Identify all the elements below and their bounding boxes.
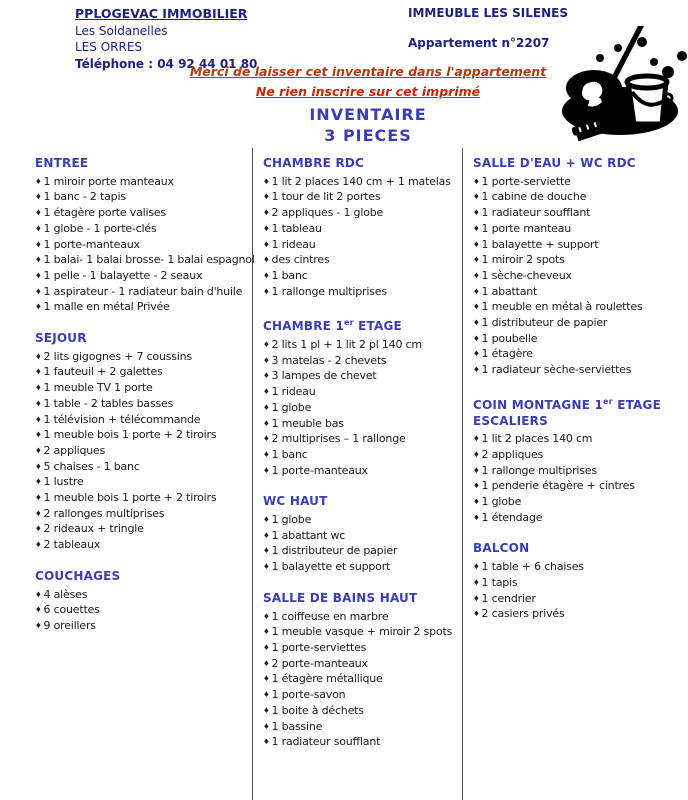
list-item: ♦ 1 globe	[263, 513, 312, 527]
list-item: ♦ 1 cabine de douche	[473, 190, 587, 204]
diamond-bullet-icon: ♦	[263, 434, 270, 444]
list-item: ♦ 1 meuble bois 1 porte + 2 tiroirs	[35, 428, 217, 442]
diamond-bullet-icon: ♦	[263, 546, 270, 556]
diamond-bullet-icon: ♦	[263, 465, 270, 475]
inventory-section	[263, 494, 462, 575]
diamond-bullet-icon: ♦	[473, 434, 480, 444]
diamond-bullet-icon: ♦	[263, 627, 270, 637]
diamond-bullet-icon: ♦	[263, 658, 270, 668]
column-2	[253, 148, 463, 800]
list-item: ♦ 1 rallonge multiprises	[473, 463, 597, 477]
list-item: ♦ 1 radiateur soufflant	[473, 206, 591, 220]
list-item: ♦ 1 globe - 1 porte-clés	[35, 221, 157, 235]
agency-city: LES ORRES	[75, 40, 143, 54]
diamond-bullet-icon: ♦	[263, 674, 270, 684]
diamond-bullet-icon: ♦	[35, 223, 42, 233]
diamond-bullet-icon: ♦	[263, 387, 270, 397]
list-item: ♦ 1 table + 6 chaises	[473, 560, 584, 574]
agency-name: PPLOGEVAC IMMOBILIER	[75, 6, 248, 21]
list-item: ♦ 1 meuble bas	[263, 416, 344, 430]
list-item: ♦ 1 distributeur de papier	[263, 544, 398, 558]
list-item: ♦ 1 télévision + télécommande	[35, 412, 201, 426]
list-item: ♦ 1 tour de lit 2 portes	[263, 190, 381, 204]
inventory-section	[35, 331, 252, 553]
diamond-bullet-icon: ♦	[473, 239, 480, 249]
list-item: ♦ 1 lustre	[35, 475, 84, 489]
diamond-bullet-icon: ♦	[35, 383, 42, 393]
list-item: ♦ 1 penderie étagère + cintres	[473, 479, 635, 493]
list-item: ♦ 1 porte manteau	[473, 221, 572, 235]
diamond-bullet-icon: ♦	[263, 611, 270, 621]
list-item: ♦ 1 cendrier	[473, 591, 536, 605]
section-heading: COIN MONTAGNE 1er ETAGE ESCALIERS	[473, 396, 661, 428]
diamond-bullet-icon: ♦	[473, 302, 480, 312]
inventory-section	[35, 569, 252, 634]
list-item: ♦ 6 couettes	[35, 603, 100, 617]
inventory-section	[263, 315, 462, 478]
diamond-bullet-icon: ♦	[473, 593, 480, 603]
list-item: ♦ 1 balayette et support	[263, 560, 391, 574]
diamond-bullet-icon: ♦	[35, 524, 42, 534]
section-heading: CHAMBRE 1er ETAGE	[263, 318, 402, 334]
diamond-bullet-icon: ♦	[473, 365, 480, 375]
list-item: ♦ 1 pelle - 1 balayette - 2 seaux	[35, 268, 203, 282]
inventory-section	[473, 394, 688, 526]
inventory-columns	[0, 148, 688, 800]
diamond-bullet-icon: ♦	[473, 176, 480, 186]
diamond-bullet-icon: ♦	[35, 540, 42, 550]
list-item: ♦ 1 porte-serviette	[473, 174, 571, 188]
diamond-bullet-icon: ♦	[35, 461, 42, 471]
building-name: IMMEUBLE LES SILENES	[408, 6, 568, 20]
diamond-bullet-icon: ♦	[473, 192, 480, 202]
inventory-section	[473, 541, 688, 622]
diamond-bullet-icon: ♦	[473, 208, 480, 218]
diamond-bullet-icon: ♦	[263, 642, 270, 652]
list-item: ♦ 1 banc	[263, 447, 308, 461]
list-item: ♦ 1 radiateur soufflant	[263, 735, 381, 749]
diamond-bullet-icon: ♦	[35, 605, 42, 615]
list-item: ♦ 2 porte-manteaux	[263, 656, 368, 670]
list-item: ♦ 5 chaises - 1 banc	[35, 459, 140, 473]
list-item: ♦ 2 appliques - 1 globe	[263, 206, 384, 220]
diamond-bullet-icon: ♦	[35, 508, 42, 518]
list-item: ♦ 1 abattant wc	[263, 528, 346, 542]
agency-phone: Téléphone : 04 92 44 01 80	[75, 56, 258, 71]
list-item: ♦ 9 oreillers	[35, 618, 96, 632]
list-item: ♦ 1 miroir 2 spots	[473, 253, 565, 267]
diamond-bullet-icon: ♦	[35, 208, 42, 218]
center-zone	[48, 62, 688, 146]
list-item: ♦ 1 tableau	[263, 221, 322, 235]
section-heading: COUCHAGES	[35, 568, 121, 583]
list-item: ♦ 2 multiprises – 1 rallonge	[263, 432, 406, 446]
list-item: ♦ 1 malle en métal Privée	[35, 300, 170, 314]
list-item: ♦ 1 poubelle	[473, 331, 538, 345]
list-item: ♦ 1 balai- 1 balai brosse- 1 balai espagnol	[35, 253, 255, 267]
list-item: ♦ 1 radiateur sèche-serviettes	[473, 363, 632, 377]
list-item: ♦ 1 étagère	[473, 347, 533, 361]
list-item: ♦ 1 porte-manteaux	[263, 463, 368, 477]
list-item: ♦ 1 banc - 2 tapis	[35, 190, 126, 204]
list-item: ♦ 1 étagère métallique	[263, 672, 383, 686]
section-heading: SEJOUR	[35, 331, 87, 346]
list-item: ♦ 1 lit 2 places 140 cm + 1 matelas	[263, 174, 451, 188]
diamond-bullet-icon: ♦	[35, 255, 42, 265]
diamond-bullet-icon: ♦	[473, 223, 480, 233]
diamond-bullet-icon: ♦	[473, 609, 480, 619]
diamond-bullet-icon: ♦	[263, 223, 270, 233]
list-item: ♦ 2 casiers privés	[473, 607, 565, 621]
diamond-bullet-icon: ♦	[473, 497, 480, 507]
inventory-section	[263, 591, 462, 750]
diamond-bullet-icon: ♦	[35, 192, 42, 202]
list-item: ♦ 1 tapis	[473, 575, 518, 589]
diamond-bullet-icon: ♦	[35, 477, 42, 487]
column-1	[0, 148, 253, 800]
diamond-bullet-icon: ♦	[263, 449, 270, 459]
diamond-bullet-icon: ♦	[263, 737, 270, 747]
diamond-bullet-icon: ♦	[263, 562, 270, 572]
list-item: ♦ 3 lampes de chevet	[263, 369, 377, 383]
list-item: ♦ 1 abattant	[473, 284, 538, 298]
diamond-bullet-icon: ♦	[263, 239, 270, 249]
diamond-bullet-icon: ♦	[263, 721, 270, 731]
diamond-bullet-icon: ♦	[473, 449, 480, 459]
diamond-bullet-icon: ♦	[263, 270, 270, 280]
list-item: ♦ des cintres	[263, 253, 330, 267]
list-item: ♦ 1 meuble vasque + miroir 2 spots	[263, 625, 453, 639]
diamond-bullet-icon: ♦	[263, 515, 270, 525]
diamond-bullet-icon: ♦	[473, 333, 480, 343]
diamond-bullet-icon: ♦	[263, 208, 270, 218]
page-title: INVENTAIRE	[309, 105, 427, 124]
list-item: ♦ 1 aspirateur - 1 radiateur bain d'huile	[35, 284, 243, 298]
list-item: ♦ 2 lits 1 pl + 1 lit 2 pl 140 cm	[263, 338, 422, 352]
list-item: ♦ 2 appliques	[35, 443, 106, 457]
diamond-bullet-icon: ♦	[263, 418, 270, 428]
list-item: ♦ 1 étagère porte valises	[35, 206, 166, 220]
column-3	[463, 148, 688, 800]
list-item: ♦ 2 appliques	[473, 447, 544, 461]
diamond-bullet-icon: ♦	[263, 340, 270, 350]
diamond-bullet-icon: ♦	[263, 690, 270, 700]
list-item: ♦ 1 miroir porte manteaux	[35, 174, 174, 188]
diamond-bullet-icon: ♦	[263, 286, 270, 296]
diamond-bullet-icon: ♦	[473, 286, 480, 296]
inventory-section	[473, 156, 688, 378]
diamond-bullet-icon: ♦	[35, 286, 42, 296]
diamond-bullet-icon: ♦	[263, 530, 270, 540]
list-item: ♦ 1 meuble TV 1 porte	[35, 381, 153, 395]
diamond-bullet-icon: ♦	[263, 355, 270, 365]
diamond-bullet-icon: ♦	[473, 512, 480, 522]
list-item: ♦ 1 boite à déchets	[263, 703, 364, 717]
list-item: ♦ 2 rideaux + tringle	[35, 522, 144, 536]
section-heading: BALCON	[473, 541, 530, 556]
diamond-bullet-icon: ♦	[473, 562, 480, 572]
section-heading: SALLE D'EAU + WC RDC	[473, 156, 636, 170]
diamond-bullet-icon: ♦	[35, 493, 42, 503]
diamond-bullet-icon: ♦	[263, 255, 270, 265]
diamond-bullet-icon: ♦	[473, 465, 480, 475]
list-item: ♦ 1 balayette + support	[473, 237, 599, 251]
diamond-bullet-icon: ♦	[473, 318, 480, 328]
diamond-bullet-icon: ♦	[263, 176, 270, 186]
list-item: ♦ 1 meuble bois 1 porte + 2 tiroirs	[35, 491, 217, 505]
inventory-section	[263, 156, 462, 299]
list-item: ♦ 2 tableaux	[35, 538, 101, 552]
section-heading: CHAMBRE RDC	[263, 156, 365, 170]
list-item: ♦ 4 alèses	[35, 587, 88, 601]
list-item: ♦ 1 meuble en métal à roulettes	[473, 300, 643, 314]
list-item: ♦ 1 banc	[263, 268, 308, 282]
section-heading: WC HAUT	[263, 494, 328, 509]
diamond-bullet-icon: ♦	[473, 481, 480, 491]
list-item: ♦ 1 porte-serviettes	[263, 640, 367, 654]
list-item: ♦ 1 porte-manteaux	[35, 237, 140, 251]
notice-do-not-write: Ne rien inscrire sur cet imprimé	[255, 84, 481, 99]
diamond-bullet-icon: ♦	[473, 255, 480, 265]
list-item: ♦ 1 distributeur de papier	[473, 316, 608, 330]
diamond-bullet-icon: ♦	[35, 398, 42, 408]
section-heading: ENTREE	[35, 156, 89, 170]
list-item: ♦ 1 coiffeuse en marbre	[263, 609, 389, 623]
list-item: ♦ 1 étendage	[473, 510, 543, 524]
diamond-bullet-icon: ♦	[35, 589, 42, 599]
diamond-bullet-icon: ♦	[35, 367, 42, 377]
list-item: ♦ 1 rallonge multiprises	[263, 284, 387, 298]
diamond-bullet-icon: ♦	[35, 414, 42, 424]
list-item: ♦ 1 lit 2 places 140 cm	[473, 432, 593, 446]
diamond-bullet-icon: ♦	[35, 430, 42, 440]
section-heading: SALLE DE BAINS HAUT	[263, 590, 418, 605]
page-subtitle: 3 PIECES	[324, 126, 412, 145]
diamond-bullet-icon: ♦	[473, 577, 480, 587]
diamond-bullet-icon: ♦	[35, 620, 42, 630]
diamond-bullet-icon: ♦	[35, 239, 42, 249]
list-item: ♦ 3 matelas - 2 chevets	[263, 353, 387, 367]
diamond-bullet-icon: ♦	[263, 705, 270, 715]
diamond-bullet-icon: ♦	[35, 270, 42, 280]
diamond-bullet-icon: ♦	[35, 302, 42, 312]
notice-keep-inventory: Merci de laisser cet inventaire dans l'appartement	[189, 64, 547, 79]
inventory-section	[35, 156, 255, 315]
list-item: ♦ 1 porte-savon	[263, 688, 346, 702]
list-item: ♦ 1 fauteuil + 2 galettes	[35, 365, 163, 379]
list-item: ♦ 1 sèche-cheveux	[473, 268, 572, 282]
list-item: ♦ 2 rallonges multiprises	[35, 506, 165, 520]
list-item: ♦ 1 globe	[473, 495, 522, 509]
list-item: ♦ 2 lits gigognes + 7 coussins	[35, 349, 192, 363]
apartment-number: Appartement n°2207	[408, 36, 550, 50]
list-item: ♦ 1 rideau	[263, 237, 316, 251]
diamond-bullet-icon: ♦	[473, 270, 480, 280]
list-item: ♦ 1 rideau	[263, 385, 316, 399]
list-item: ♦ 1 table - 2 tables basses	[35, 396, 174, 410]
diamond-bullet-icon: ♦	[35, 351, 42, 361]
list-item: ♦ 1 bassine	[263, 719, 323, 733]
diamond-bullet-icon: ♦	[35, 176, 42, 186]
agency-residence: Les Soldanelles	[75, 23, 168, 38]
diamond-bullet-icon: ♦	[473, 349, 480, 359]
diamond-bullet-icon: ♦	[35, 445, 42, 455]
list-item: ♦ 1 globe	[263, 400, 312, 414]
diamond-bullet-icon: ♦	[263, 402, 270, 412]
diamond-bullet-icon: ♦	[263, 371, 270, 381]
diamond-bullet-icon: ♦	[263, 192, 270, 202]
